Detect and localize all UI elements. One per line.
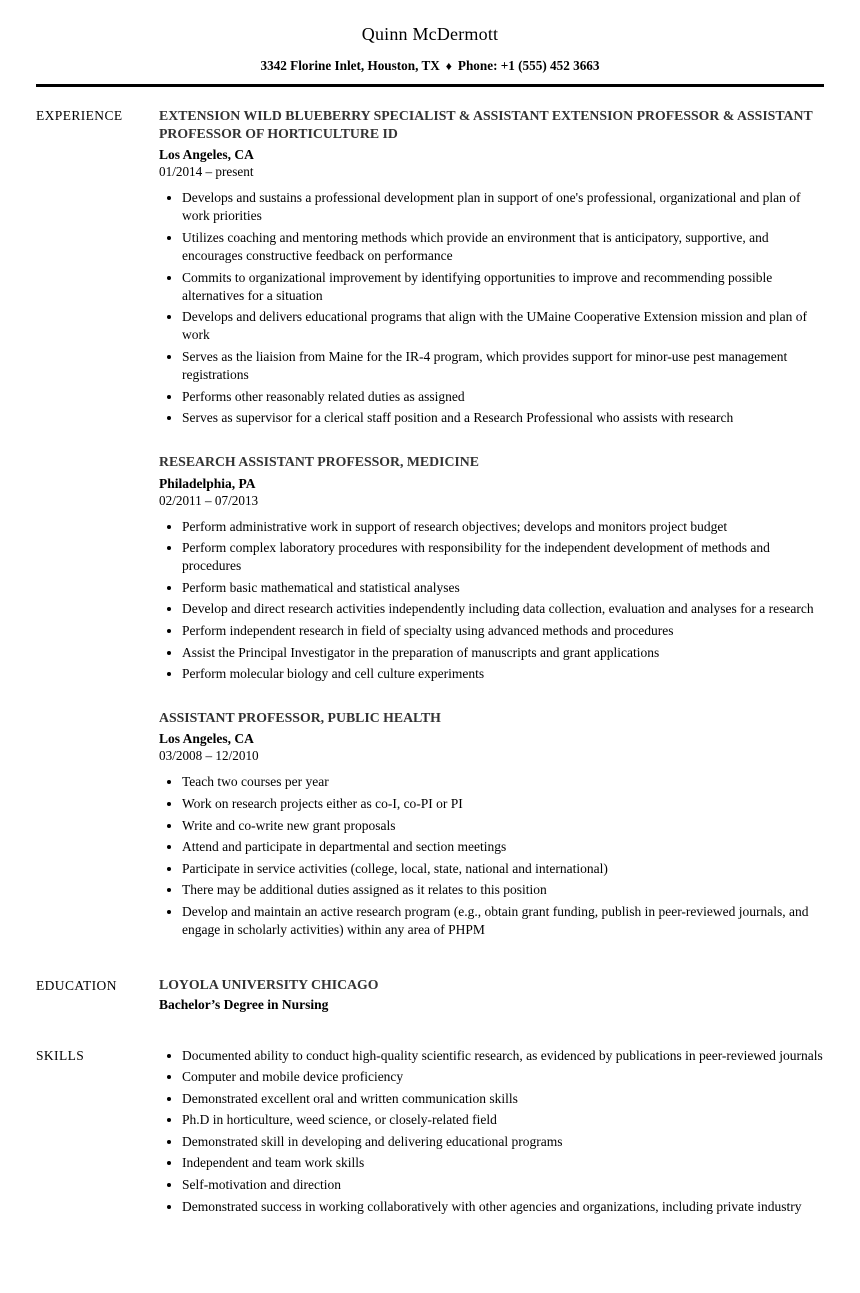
diamond-icon: ♦ [445,59,452,73]
bullet-item: • Perform administrative work in support of research objectives; develops and monitors project budget [182,518,824,536]
bullet-item: • Commits to organizational improvement by identifying opportunities to improve and recommending possible alternatives for a situation [182,269,824,305]
bullet-item: • Demonstrated skill in developing and delivering educational programs [182,1133,824,1151]
candidate-name: Quinn McDermott [361,24,499,44]
bullet-item: • Ph.D in horticulture, weed science, or closely-related field [182,1111,824,1129]
bullet-item: • Assist the Principal Investigator in the preparation of manuscripts and grant applications [182,644,824,662]
bullet-item: • Develop and direct research activities independently including data collection, evaluation and analyses for a research [182,600,824,618]
bullet-item: • Write and co-write new grant proposals [182,817,824,835]
bullet-item: • Documented ability to conduct high-quality scientific research, as evidenced by publications in peer-reviewed journals [182,1047,824,1065]
header-divider [36,84,824,87]
bullet-item: • Serves as the liaision from Maine for the IR-4 program, which provides support for minor-use pest management registrations [182,348,824,384]
bullet-item: • Computer and mobile device proficiency [182,1068,824,1086]
bullet-item: • Self-motivation and direction [182,1176,824,1194]
bullet-item: • Perform complex laboratory procedures with responsibility for the independent development of methods and procedures [182,539,824,575]
section-label-education: EDUCATION [36,977,117,993]
job-location: Los Angeles, CA [159,731,254,747]
contact-line [36,58,824,74]
education-content [159,977,824,1013]
bullet-item: • Work on research projects either as co-I, co-PI or PI [182,795,824,813]
job-location: Los Angeles, CA [159,147,254,163]
bullet-item: • Independent and team work skills [182,1154,824,1172]
skills-bullet-list [159,1047,824,1216]
bullet-item: • Develops and sustains a professional development plan in support of one's professional, organizational and plan of work priorities [182,189,824,225]
skills-section [36,1047,824,1220]
job-title: EXTENSION WILD BLUEBERRY SPECIALIST & ASSISTANT EXTENSION PROFESSOR & ASSISTANT PROFESSOR OF HORTICULTURE ID [159,108,813,142]
bullet-item: • Perform basic mathematical and statistical analyses [182,579,824,597]
bullet-item: • Demonstrated excellent oral and written communication skills [182,1090,824,1108]
resume-header [36,24,824,74]
section-label-experience: EXPERIENCE [36,108,123,123]
skills-content [159,1047,824,1220]
bullet-item: • Perform independent research in field of specialty using advanced methods and procedures [182,622,824,640]
section-label-skills: SKILLS [36,1047,85,1063]
job-location: Philadelphia, PA [159,475,256,491]
job-entry [159,709,824,939]
bullet-item: • Attend and participate in departmental and section meetings [182,838,824,856]
bullet-item: • There may be additional duties assigned as it relates to this position [182,881,824,899]
job-dates: 03/2008 – 12/2010 [159,748,259,764]
bullet-item: • Utilizes coaching and mentoring methods which provide an environment that is anticipatory, supportive, and encourages constructive feedback on performance [182,229,824,265]
bullet-item: • Teach two courses per year [182,773,824,791]
education-school: LOYOLA UNIVERSITY CHICAGO [159,976,379,992]
bullet-item: • Develops and delivers educational programs that align with the UMaine Cooperative Extension mission and plan of work [182,308,824,344]
experience-section [36,107,824,943]
bullet-item: • Demonstrated success in working collaboratively with other agencies and organizations, including private industry [182,1198,824,1216]
job-dates: 01/2014 – present [159,164,254,180]
bullet-item: • Serves as supervisor for a clerical staff position and a Research Professional who assists with research [182,409,824,427]
bullet-item: • Participate in service activities (college, local, state, national and international) [182,860,824,878]
address-text: 3342 Florine Inlet, Houston, TX [260,58,440,73]
job-title: ASSISTANT PROFESSOR, PUBLIC HEALTH [159,710,441,726]
job-bullet-list [159,518,824,684]
bullet-item: • Performs other reasonably related duties as assigned [182,388,824,406]
job-dates: 02/2011 – 07/2013 [159,492,259,508]
experience-content [159,107,824,943]
education-section [36,977,824,1013]
job-bullet-list [159,189,824,427]
bullet-item: • Perform molecular biology and cell culture experiments [182,665,824,683]
job-bullet-list [159,773,824,939]
phone-text: Phone: +1 (555) 452 3663 [457,58,600,73]
job-entry [159,107,824,427]
education-degree: Bachelor’s Degree in Nursing [159,996,329,1012]
bullet-item: • Develop and maintain an active research program (e.g., obtain grant funding, publish in peer-reviewed journals, and engage in scholarly activities) within any area of PHPM [182,903,824,939]
job-entry [159,453,824,683]
job-title: RESEARCH ASSISTANT PROFESSOR, MEDICINE [159,454,479,470]
